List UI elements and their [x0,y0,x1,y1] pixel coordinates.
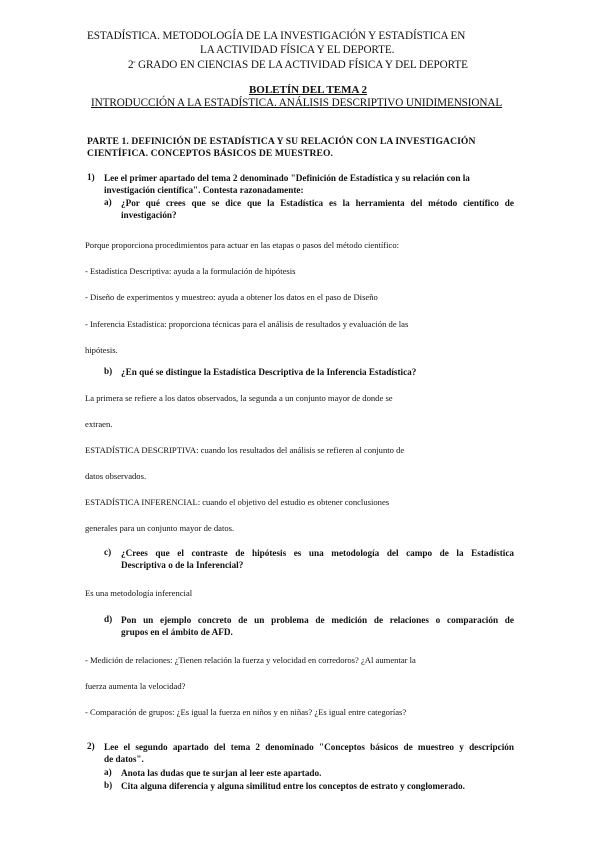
part1-heading-line1: PARTE 1. DEFINICIÓN DE ESTADÍSTICA Y SU RELACIÓN CON LA INVESTIGACIÓN [87,136,476,147]
question-2-number: 2) [87,741,95,751]
question-1d-line1: Pon un ejemplo concreto de un problema de medición de relaciones o comparación de [121,615,514,625]
answer-1b-line2: extraen. [85,419,113,429]
answer-1a-line1: Porque proporciona procedimientos para actuar en las etapas o pasos del método científico: [85,240,400,250]
question-1b-line1: ¿En qué se distingue la Estadística Descriptiva de la Inferencia Estadística? [121,367,417,377]
answer-1a-line4: - Inferencia Estadística: proporciona técnicas para el análisis de resultados y evaluación de las [85,319,409,329]
answer-1a-line3: - Diseño de experimentos y muestreo: ayuda a obtener los datos en el paso de Diseño [85,292,378,302]
answer-1b-line4: datos observados. [85,471,147,481]
question-2b-line1: Cita alguna diferencia y alguna similitud entre los conceptos de estrato y conglomerado. [121,781,465,791]
question-1d-line2: grupos en el ámbito de AFD. [121,627,233,637]
question-1a-line2: investigación? [121,210,177,220]
answer-1b-line6: generales para un conjunto mayor de datos. [85,523,235,533]
question-2-text-line2: de datos". [104,754,144,764]
degree-year: 2 [128,59,134,71]
ordinal-indicator: º [133,61,136,67]
answer-1d-line2: fuerza aumenta la velocidad? [85,681,186,691]
bulletin-subtitle: INTRODUCCIÓN A LA ESTADÍSTICA. ANÁLISIS DESCRIPTIVO UNIDIMENSIONAL [91,97,503,109]
degree-name: GRADO EN CIENCIAS DE LA ACTIVIDAD FÍSICA Y DEL DEPORTE [135,59,468,71]
answer-1b-line5: ESTADÍSTICA INFERENCIAL: cuando el objetivo del estudio es obtener conclusiones [85,497,390,507]
question-1-text-line2: investigación científica". Contesta razonadamente: [104,185,304,195]
answer-1a-line5: hipótesis. [85,345,118,355]
answer-1b-line1: La primera se refiere a los datos observados, la segunda a un conjunto mayor de donde se [85,393,393,403]
question-1c-line2: Descriptiva o de la Inferencial? [121,560,244,570]
answer-1d-line3: - Comparación de grupos: ¿Es igual la fuerza en niños y en niñas? ¿Es igual entre categorías? [85,707,407,717]
question-1-text-line1: Lee el primer apartado del tema 2 denominado "Definición de Estadística y su relación con la [104,173,470,183]
question-1c-line1: ¿Crees que el contraste de hipótesis es una metodología del campo de la Estadística [121,548,514,558]
question-1d-label: d) [104,614,113,624]
question-1c-label: c) [104,547,112,557]
answer-1b-line3: ESTADÍSTICA DESCRIPTIVA: cuando los resultados del análisis se refieren al conjunto de [85,445,405,455]
question-1b-label: b) [104,366,113,376]
question-2-text-line1: Lee el segundo apartado del tema 2 denominado "Conceptos básicos de muestreo y descripción [104,742,514,752]
question-1a-label: a) [104,197,112,207]
answer-1a-line2: - Estadística Descriptiva: ayuda a la formulación de hipótesis [85,266,296,276]
question-2a-label: a) [104,767,112,777]
answer-1c-line1: Es una metodología inferencial [85,588,193,598]
question-1a-line1: ¿Por qué crees que se dice que la Estadística es la herramienta del método científico de [121,198,514,208]
bulletin-title: BOLETÍN DEL TEMA 2 [248,84,368,96]
part1-heading-line2: CIENTÍFICA. CONCEPTOS BÁSICOS DE MUESTREO. [87,148,334,159]
answer-1d-line1: - Medición de relaciones: ¿Tienen relación la fuerza y velocidad en corredoros? ¿Al aumentar la [85,655,416,665]
course-title-line2: LA ACTIVIDAD FÍSICA Y EL DEPORTE. [200,44,395,56]
question-1-number: 1) [87,172,95,182]
degree-line [128,57,468,72]
question-2b-label: b) [104,780,113,790]
question-2a-line1: Anota las dudas que te surjan al leer este apartado. [121,768,322,778]
course-title-line1: ESTADÍSTICA. METODOLOGÍA DE LA INVESTIGACIÓN Y ESTADÍSTICA EN [87,30,466,42]
